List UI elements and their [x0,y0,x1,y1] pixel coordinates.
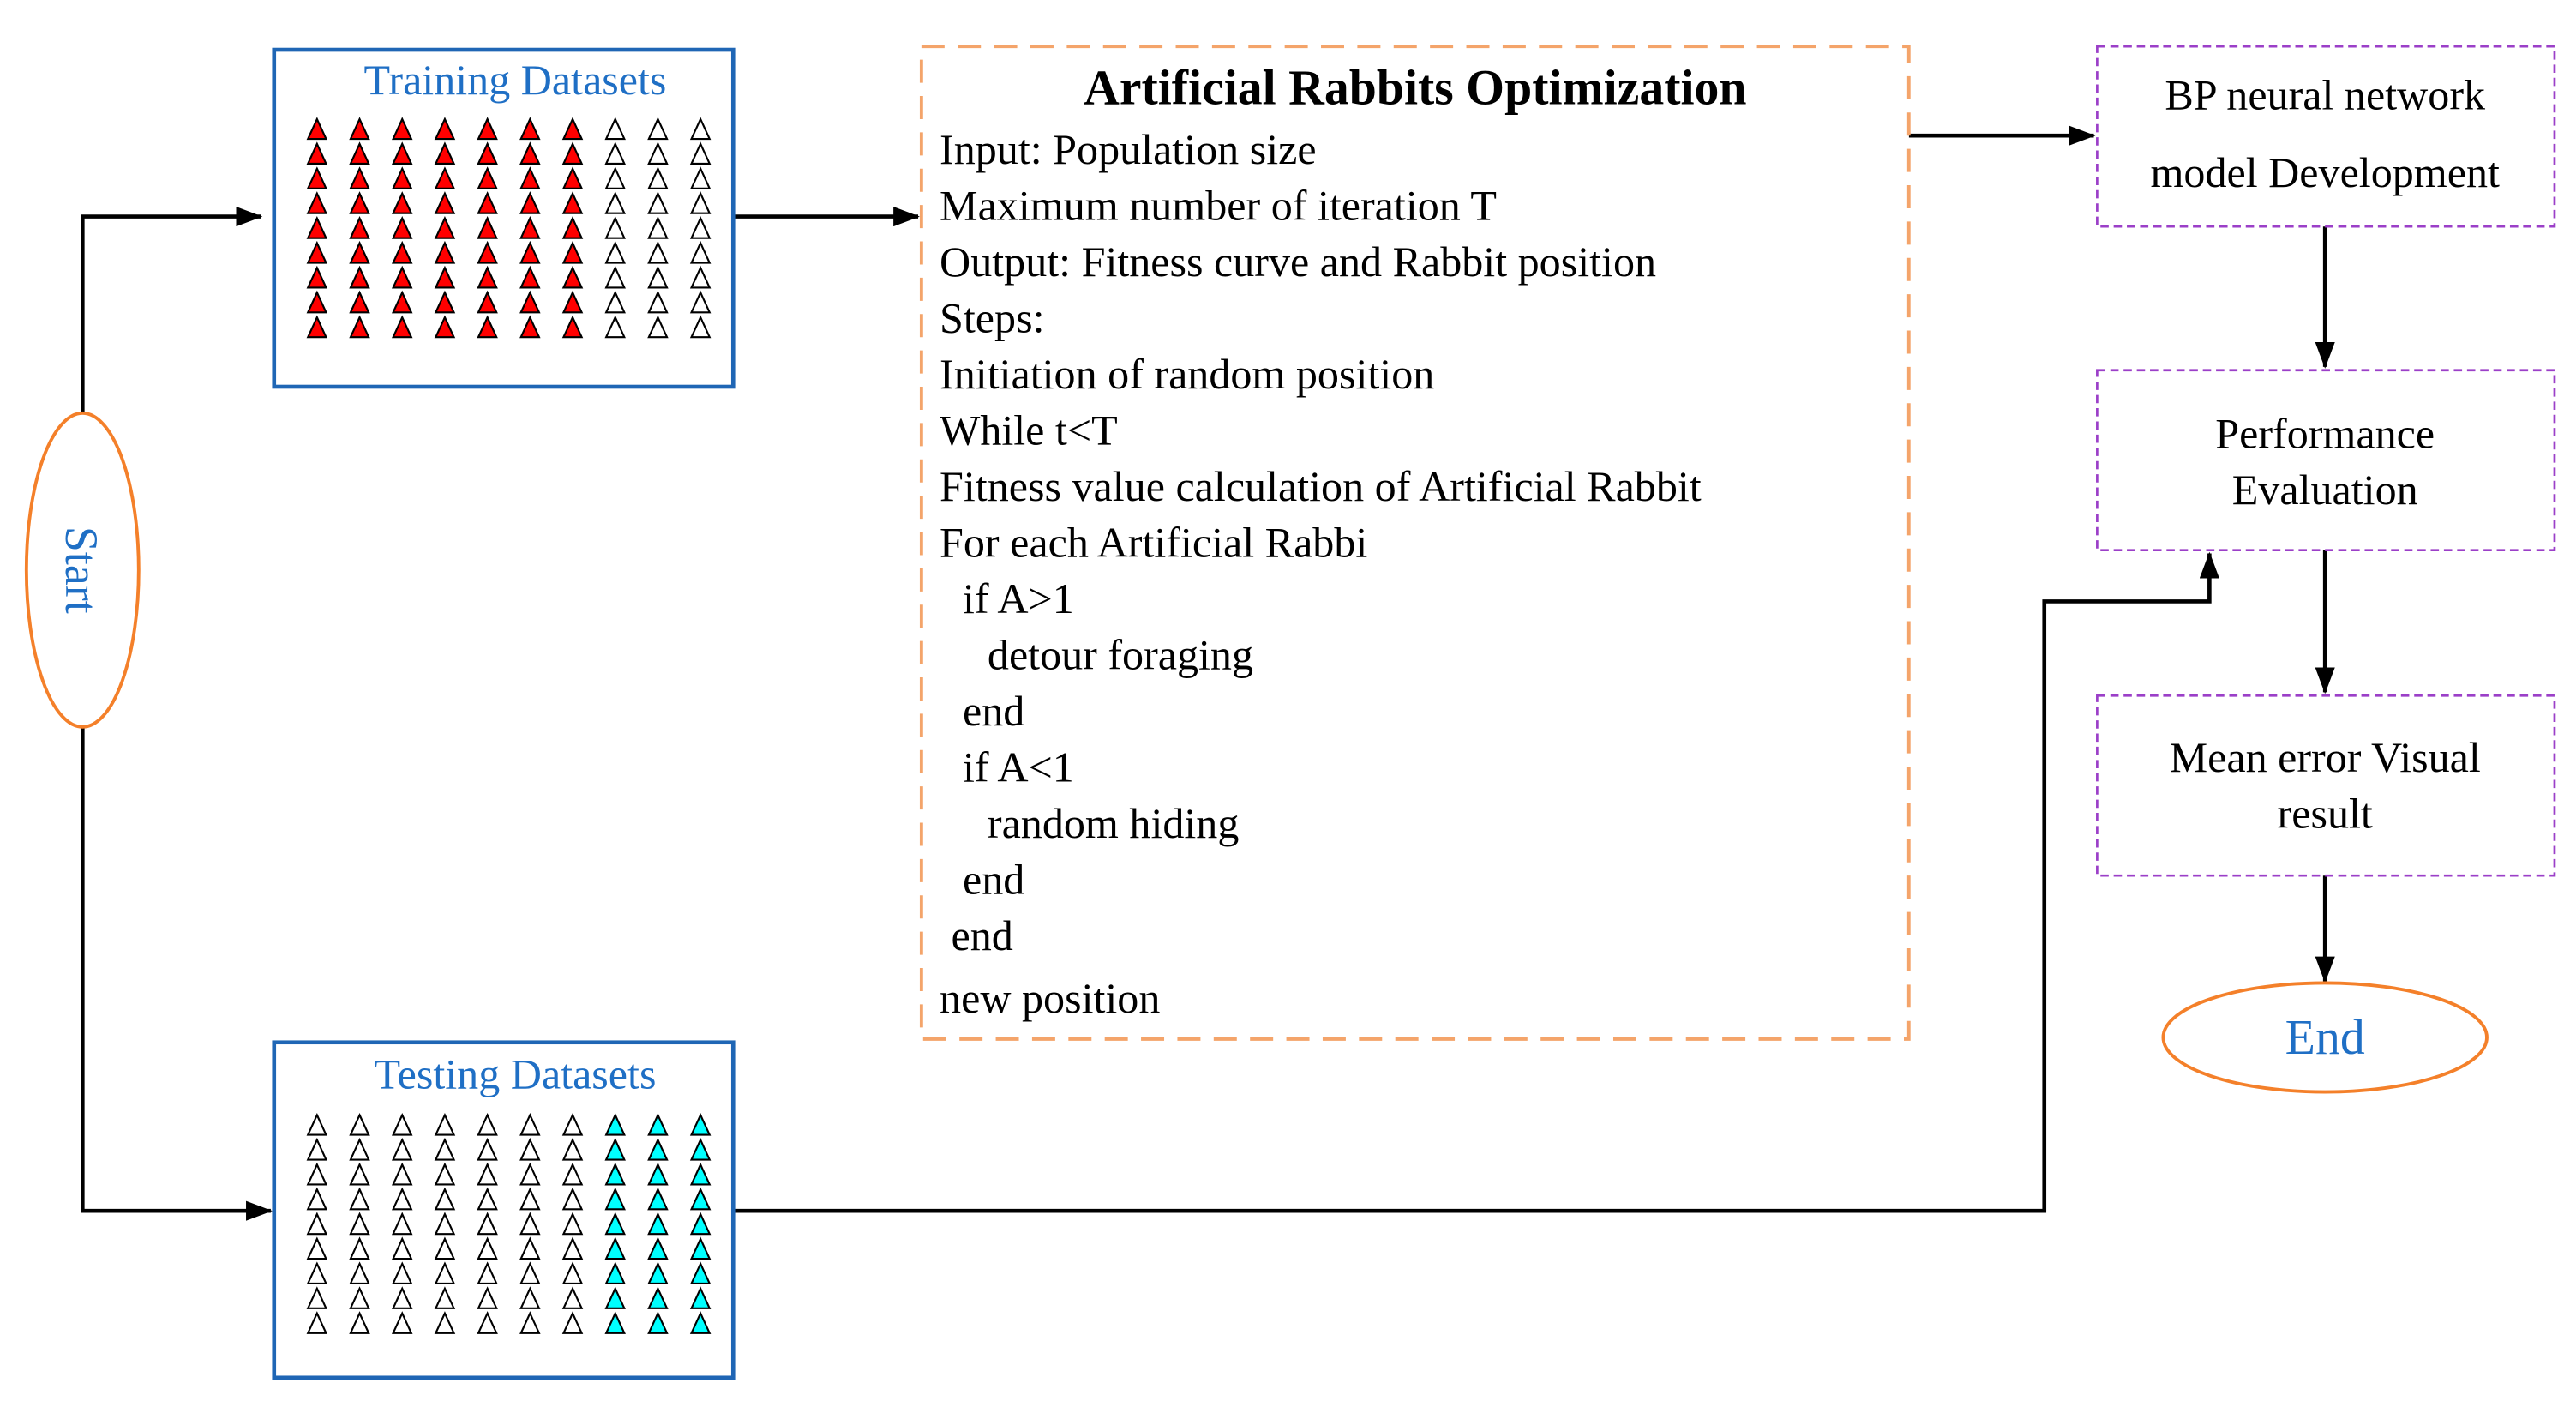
aro-step-line: Output: Fitness curve and Rabbit position [940,237,1657,286]
training-title: Training Datasets [363,56,667,105]
end-node [2163,983,2487,1091]
aro-step-line: end [951,911,1013,959]
aro-step-line: Initiation of random position [940,349,1435,398]
aro-step-line: end [963,855,1025,904]
aro-step-line: if A<1 [963,743,1074,791]
aro-box [922,46,1909,1039]
aro-step-line: While t<T [940,406,1118,454]
end-label: End [2285,1011,2365,1066]
mean-error-line1: Mean error Visual [2169,732,2481,781]
mean-error-line2: result [2277,789,2373,838]
testing-datasets-box [274,1043,734,1378]
aro-step-line: if A>1 [963,574,1074,622]
bp-line2: model Development [2150,147,2500,196]
aro-step-line: random hiding [987,798,1240,847]
training-datasets-box [274,50,734,387]
aro-step-line: Fitness value calculation of Artificial Rabbit [940,461,1702,510]
aro-step-line: new position [940,974,1161,1023]
bp-box [2097,46,2555,226]
aro-step-line: end [963,686,1025,735]
aro-step-line: Input: Population size [940,124,1317,173]
start-node [27,413,139,727]
aro-step-line: Steps: [940,293,1045,342]
performance-box [2097,370,2555,550]
testing-title: Testing Datasets [374,1049,657,1098]
performance-line1: Performance [2215,409,2435,458]
aro-step-line: detour foraging [987,630,1254,679]
aro-step-line: For each Artificial Rabbi [940,518,1368,567]
bp-line1: BP neural network [2165,70,2486,119]
start-label: Start [56,526,108,614]
mean-error-box [2097,695,2555,875]
aro-step-line: Maximum number of iteration T [940,181,1498,230]
aro-title: Artificial Rabbits Optimization [1084,61,1747,116]
performance-line2: Evaluation [2231,465,2418,514]
arrow-start-to-testing [82,727,271,1211]
arrow-start-to-training [82,217,261,413]
